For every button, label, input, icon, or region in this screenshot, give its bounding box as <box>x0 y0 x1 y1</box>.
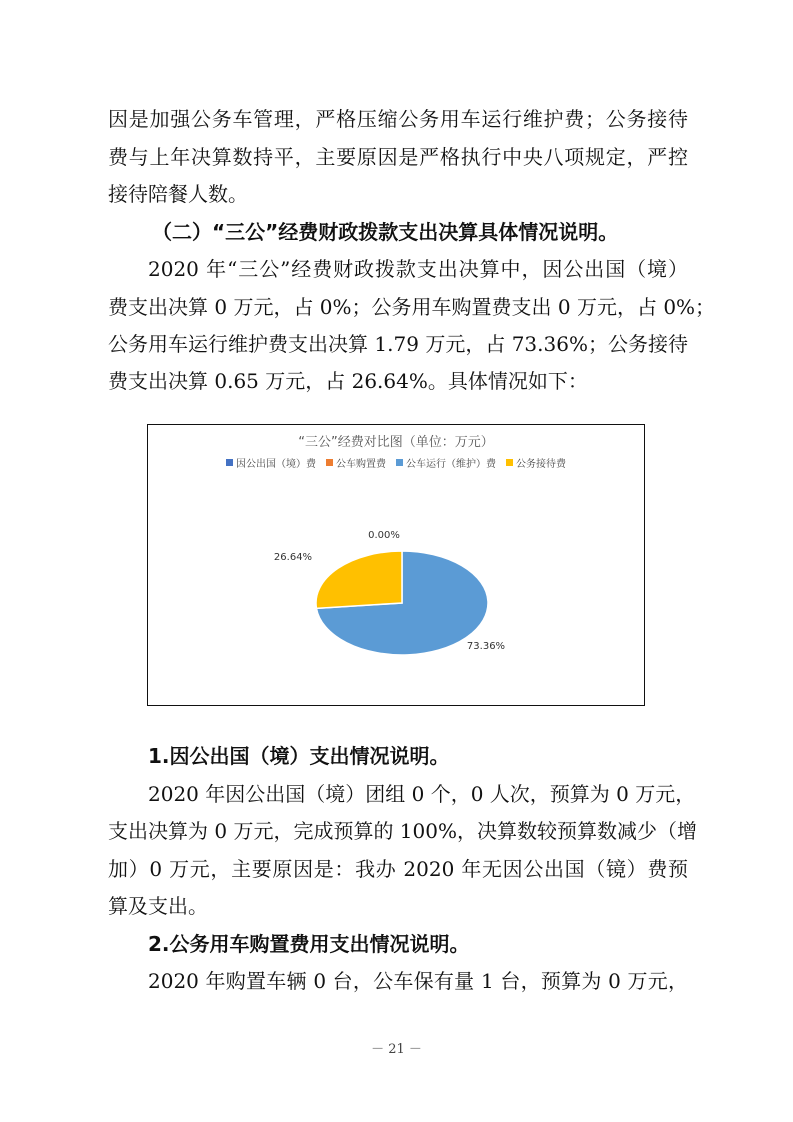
p2-line-3: 公务用车运行维护费支出决算 1.79 万元，占 73.36%；公务接待 <box>108 332 688 356</box>
p1-line-2: 费与上年决算数持平，主要原因是严格执行中央八项规定，严控 <box>108 145 688 169</box>
pie-chart <box>147 424 645 706</box>
section-heading-chuguo: 1.因公出国（境）支出情况说明。 <box>148 744 450 768</box>
p2-line-1: 2020 年“三公”经费财政拨款支出决算中，因公出国（境） <box>148 257 688 281</box>
p1-line-3: 接待陪餐人数。 <box>108 182 248 206</box>
pie-slice-3 <box>316 551 402 608</box>
page-number: － 21 － <box>371 1042 422 1057</box>
slice-label-zero: 0.00% <box>368 530 400 541</box>
legend-label-0: 因公出国（境）费 <box>236 459 316 470</box>
slice-label-yunxing: 73.36% <box>466 641 506 652</box>
p3-line-2: 支出决算为 0 万元，完成预算的 100%，决算数较预算数减少（增 <box>108 819 697 843</box>
p2-line-2: 费支出决算 0 万元，占 0%；公务用车购置费支出 0 万元，占 0%； <box>108 295 716 319</box>
section-heading-gouzhi: 2.公务用车购置费用支出情况说明。 <box>148 932 470 956</box>
chart-title: “三公”经费对比图（单位：万元） <box>298 435 494 450</box>
p3-line-4: 算及支出。 <box>108 894 208 918</box>
section-heading-sangong: （二）“三公”经费财政拨款支出决算具体情况说明。 <box>152 220 619 244</box>
legend-label-3: 公务接待费 <box>516 459 566 470</box>
p2-line-4: 费支出决算 0.65 万元，占 26.64%。具体情况如下： <box>108 369 588 393</box>
p4-line-1: 2020 年购置车辆 0 台，公车保有量 1 台，预算为 0 万元， <box>148 969 688 993</box>
pie-svg <box>148 425 643 704</box>
p3-line-3: 加）0 万元，主要原因是：我办 2020 年无因公出国（镜）费预 <box>108 857 688 881</box>
p1-line-1: 因是加强公务车管理，严格压缩公务用车运行维护费；公务接待 <box>108 107 688 131</box>
legend-label-2: 公车运行（维护）费 <box>406 459 496 470</box>
slice-label-jiedai: 26.64% <box>273 552 313 563</box>
legend-label-1: 公车购置费 <box>336 459 386 470</box>
p3-line-1: 2020 年因公出国（境）团组 0 个，0 人次，预算为 0 万元， <box>148 782 696 806</box>
